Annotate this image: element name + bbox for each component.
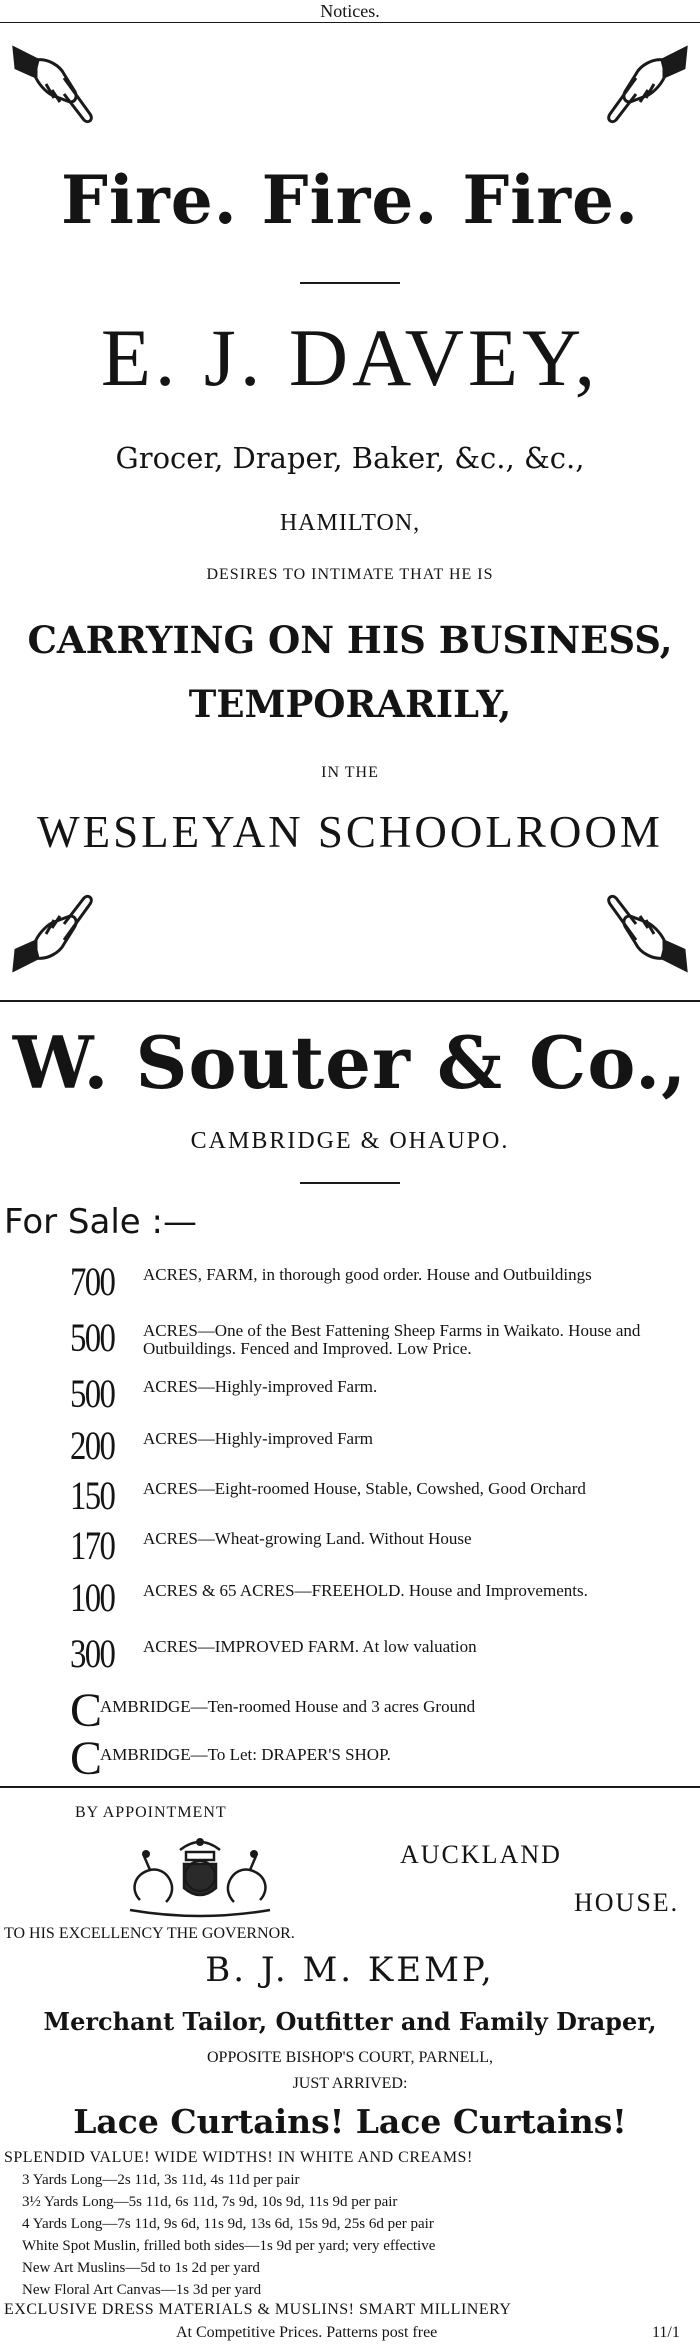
cambridge-description: AMBRIDGE—Ten-roomed House and 3 acres Ground xyxy=(100,1697,476,1716)
listing-row xyxy=(0,1632,700,1682)
davey-business-line: CARRYING ON HIS BUSINESS, xyxy=(27,618,673,662)
davey-name: E. J. DAVEY, xyxy=(100,312,600,403)
listing-description: ACRES—One of the Best Fattening Sheep Farms in Waikato. House and Outbuildings. Fenced and Improved. Low Price. xyxy=(143,1321,641,1358)
short-rule xyxy=(300,1182,400,1184)
listing-acreage: 500 xyxy=(70,1315,115,1360)
listing-row xyxy=(0,1260,700,1310)
kemp-line: New Floral Art Canvas—1s 3d per yard xyxy=(22,2282,262,2298)
cambridge-row xyxy=(0,1732,700,1792)
kemp-line: New Art Muslins—5d to 1s 2d per yard xyxy=(22,2260,260,2276)
listing-acreage: 100 xyxy=(70,1575,115,1620)
listing-description: ACRES—Eight-roomed House, Stable, Cowshed, Good Orchard xyxy=(143,1479,586,1498)
house-label: HOUSE. xyxy=(574,1888,680,1917)
kemp-ref: 11/1 xyxy=(652,2324,680,2341)
cambridge-description: AMBRIDGE—To Let: DRAPER'S SHOP. xyxy=(100,1745,391,1764)
kemp-line: SPLENDID VALUE! WIDE WIDTHS! IN WHITE AND CREAMS! xyxy=(4,2149,473,2166)
kemp-line: 3½ Yards Long—5s 11d, 6s 11d, 7s 9d, 10s 9d, 11s 9d per pair xyxy=(22,2194,398,2210)
governor-line: TO HIS EXCELLENCY THE GOVERNOR. xyxy=(4,1925,295,1942)
davey-trades: Grocer, Draper, Baker, &c., &c., xyxy=(115,441,585,475)
listing-description: ACRES—Wheat-growing Land. Without House xyxy=(143,1529,472,1548)
davey-venue: WESLEYAN SCHOOLROOM xyxy=(37,807,663,857)
listing-acreage: 150 xyxy=(70,1473,115,1518)
listing-acreage: 300 xyxy=(70,1631,115,1676)
pointing-hand-icon xyxy=(8,884,100,980)
listing-row xyxy=(0,1576,700,1626)
section-header: Notices. xyxy=(320,1,380,21)
listing-description: ACRES & 65 ACRES—FREEHOLD. House and Improvements. xyxy=(143,1581,588,1600)
royal-coat-of-arms-icon xyxy=(100,1830,300,1920)
appointment-line: BY APPOINTMENT xyxy=(75,1804,227,1821)
davey-temporarily: TEMPORARILY, xyxy=(188,682,512,726)
pointing-hand-icon xyxy=(600,884,692,980)
short-rule xyxy=(300,282,400,284)
listing-acreage: 500 xyxy=(70,1371,115,1416)
for-sale-heading: For Sale :— xyxy=(4,1202,197,1242)
kemp-trade: Merchant Tailor, Outfitter and Family Draper, xyxy=(43,2007,657,2036)
listing-description: ACRES—Highly-improved Farm xyxy=(143,1429,373,1448)
listing-acreage: 700 xyxy=(70,1259,115,1304)
kemp-line: 3 Yards Long—2s 11d, 3s 11d, 4s 11d per pair xyxy=(22,2172,300,2188)
auckland-label: AUCKLAND xyxy=(400,1840,562,1869)
listing-row xyxy=(0,1474,700,1524)
listing-acreage: 200 xyxy=(70,1423,115,1468)
ad-separator xyxy=(0,1786,700,1788)
pointing-hand-icon xyxy=(8,38,100,134)
davey-in-the: IN THE xyxy=(321,764,379,781)
listing-row xyxy=(0,1524,700,1574)
cambridge-row xyxy=(0,1684,700,1744)
listing-acreage: 170 xyxy=(70,1523,115,1568)
listing-description: ACRES, FARM, in thorough good order. House and Outbuildings xyxy=(143,1265,592,1284)
listing-row xyxy=(0,1424,700,1474)
kemp-address: OPPOSITE BISHOP'S COURT, PARNELL, xyxy=(207,2049,493,2066)
kemp-line: 4 Yards Long—7s 11d, 9s 6d, 11s 9d, 13s 6d, 15s 9d, 25s 6d per pair xyxy=(22,2216,434,2232)
listing-row xyxy=(0,1372,700,1422)
header-rule xyxy=(0,22,700,23)
ad-separator xyxy=(0,1000,700,1002)
kemp-footer: At Competitive Prices. Patterns post free xyxy=(176,2324,438,2341)
pointing-hand-icon xyxy=(600,38,692,134)
listing-description: ACRES—Highly-improved Farm. xyxy=(143,1377,378,1396)
cambridge-initial: C xyxy=(70,1684,103,1737)
kemp-line: White Spot Muslin, frilled both sides—1s 9d per yard; very effective xyxy=(22,2238,436,2254)
kemp-name: B. J. M. KEMP, xyxy=(205,1950,495,1990)
kemp-arrived: JUST ARRIVED: xyxy=(292,2075,408,2092)
davey-intro: DESIRES TO INTIMATE THAT HE IS xyxy=(206,566,494,583)
listing-description: ACRES—IMPROVED FARM. At low valuation xyxy=(143,1637,477,1656)
kemp-line: EXCLUSIVE DRESS MATERIALS & MUSLINS! SMART MILLINERY xyxy=(4,2301,512,2318)
kemp-headline: Lace Curtains! Lace Curtains! xyxy=(73,2102,627,2141)
souter-locations: CAMBRIDGE & OHAUPO. xyxy=(190,1128,510,1154)
souter-firm: W. Souter & Co., xyxy=(12,1020,688,1105)
davey-town: HAMILTON, xyxy=(279,510,421,536)
cambridge-initial: C xyxy=(70,1732,103,1785)
fire-headline: Fire. Fire. Fire. xyxy=(61,161,639,239)
listing-row xyxy=(0,1316,700,1366)
